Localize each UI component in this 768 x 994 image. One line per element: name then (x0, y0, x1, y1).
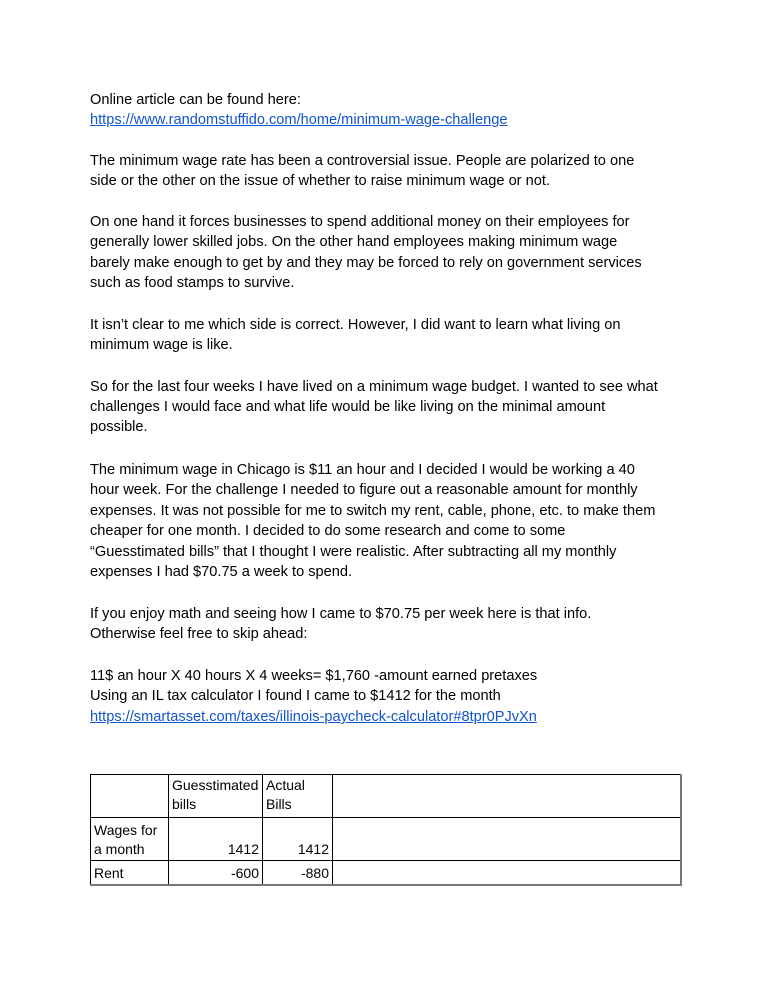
paragraph-line: generally lower skilled jobs. On the other hand employees making minimum wage (90, 234, 618, 250)
budget-table (90, 774, 682, 886)
math-line-1: 11$ an hour X 40 hours X 4 weeks= $1,760 -amount earned pretaxes (90, 668, 538, 684)
paragraph-line: “Guesstimated bills” that I thought I were realistic. After subtracting all my monthly (90, 544, 617, 560)
paragraph-line: Otherwise feel free to skip ahead: (90, 626, 308, 642)
guesstimated-value: 1412 (169, 818, 263, 861)
header-cell-empty (91, 775, 169, 818)
paragraph-line: possible. (90, 419, 148, 435)
paragraph-line: expenses. It was not possible for me to switch my rent, cable, phone, etc. to make them (90, 503, 656, 519)
paragraph-line: minimum wage is like. (90, 337, 233, 353)
actual-value: 1412 (263, 818, 333, 861)
actual-value: -880 (263, 861, 333, 886)
paragraph-line: On one hand it forces businesses to spend additional money on their employees for (90, 214, 630, 230)
paragraph-line: cheaper for one month. I decided to do some research and come to some (90, 523, 566, 539)
paragraph-line: barely make enough to get by and they may be forced to rely on government services (90, 255, 642, 271)
article-link[interactable]: https://www.randomstuffido.com/home/minimum-wage-challenge (90, 112, 508, 128)
paragraph-line: side or the other on the issue of whether to raise minimum wage or not. (90, 173, 550, 189)
table-row (91, 861, 682, 886)
notes-cell (333, 861, 682, 886)
header-cell-guesstimated: Guesstimated bills (169, 775, 263, 818)
paragraph-line: hour week. For the challenge I needed to figure out a reasonable amount for monthly (90, 482, 638, 498)
calculator-link[interactable]: https://smartasset.com/taxes/illinois-paycheck-calculator#8tpr0PJvXn (90, 709, 537, 725)
intro-label: Online article can be found here: (90, 92, 301, 108)
paragraph-line: such as food stamps to survive. (90, 275, 295, 291)
paragraph-line: The minimum wage rate has been a controversial issue. People are polarized to one (90, 153, 635, 169)
paragraph-line: If you enjoy math and seeing how I came to $70.75 per week here is that info. (90, 606, 592, 622)
paragraph-line: challenges I would face and what life would be like living on the minimal amount (90, 399, 606, 415)
header-cell-actual: Actual Bills (263, 775, 333, 818)
notes-cell (333, 818, 682, 861)
table-row (91, 818, 682, 861)
row-label: Wages for a month (91, 818, 169, 861)
math-line-2: Using an IL tax calculator I found I came to $1412 for the month (90, 688, 501, 704)
header-cell-notes (333, 775, 682, 818)
paragraph-line: expenses I had $70.75 a week to spend. (90, 564, 353, 580)
table-header-row (91, 775, 682, 818)
paragraph-line: So for the last four weeks I have lived on a minimum wage budget. I wanted to see what (90, 379, 658, 395)
paragraph-line: It isn’t clear to me which side is correct. However, I did want to learn what living on (90, 317, 621, 333)
row-label: Rent (91, 861, 169, 886)
guesstimated-value: -600 (169, 861, 263, 886)
paragraph-line: The minimum wage in Chicago is $11 an hour and I decided I would be working a 40 (90, 462, 635, 478)
